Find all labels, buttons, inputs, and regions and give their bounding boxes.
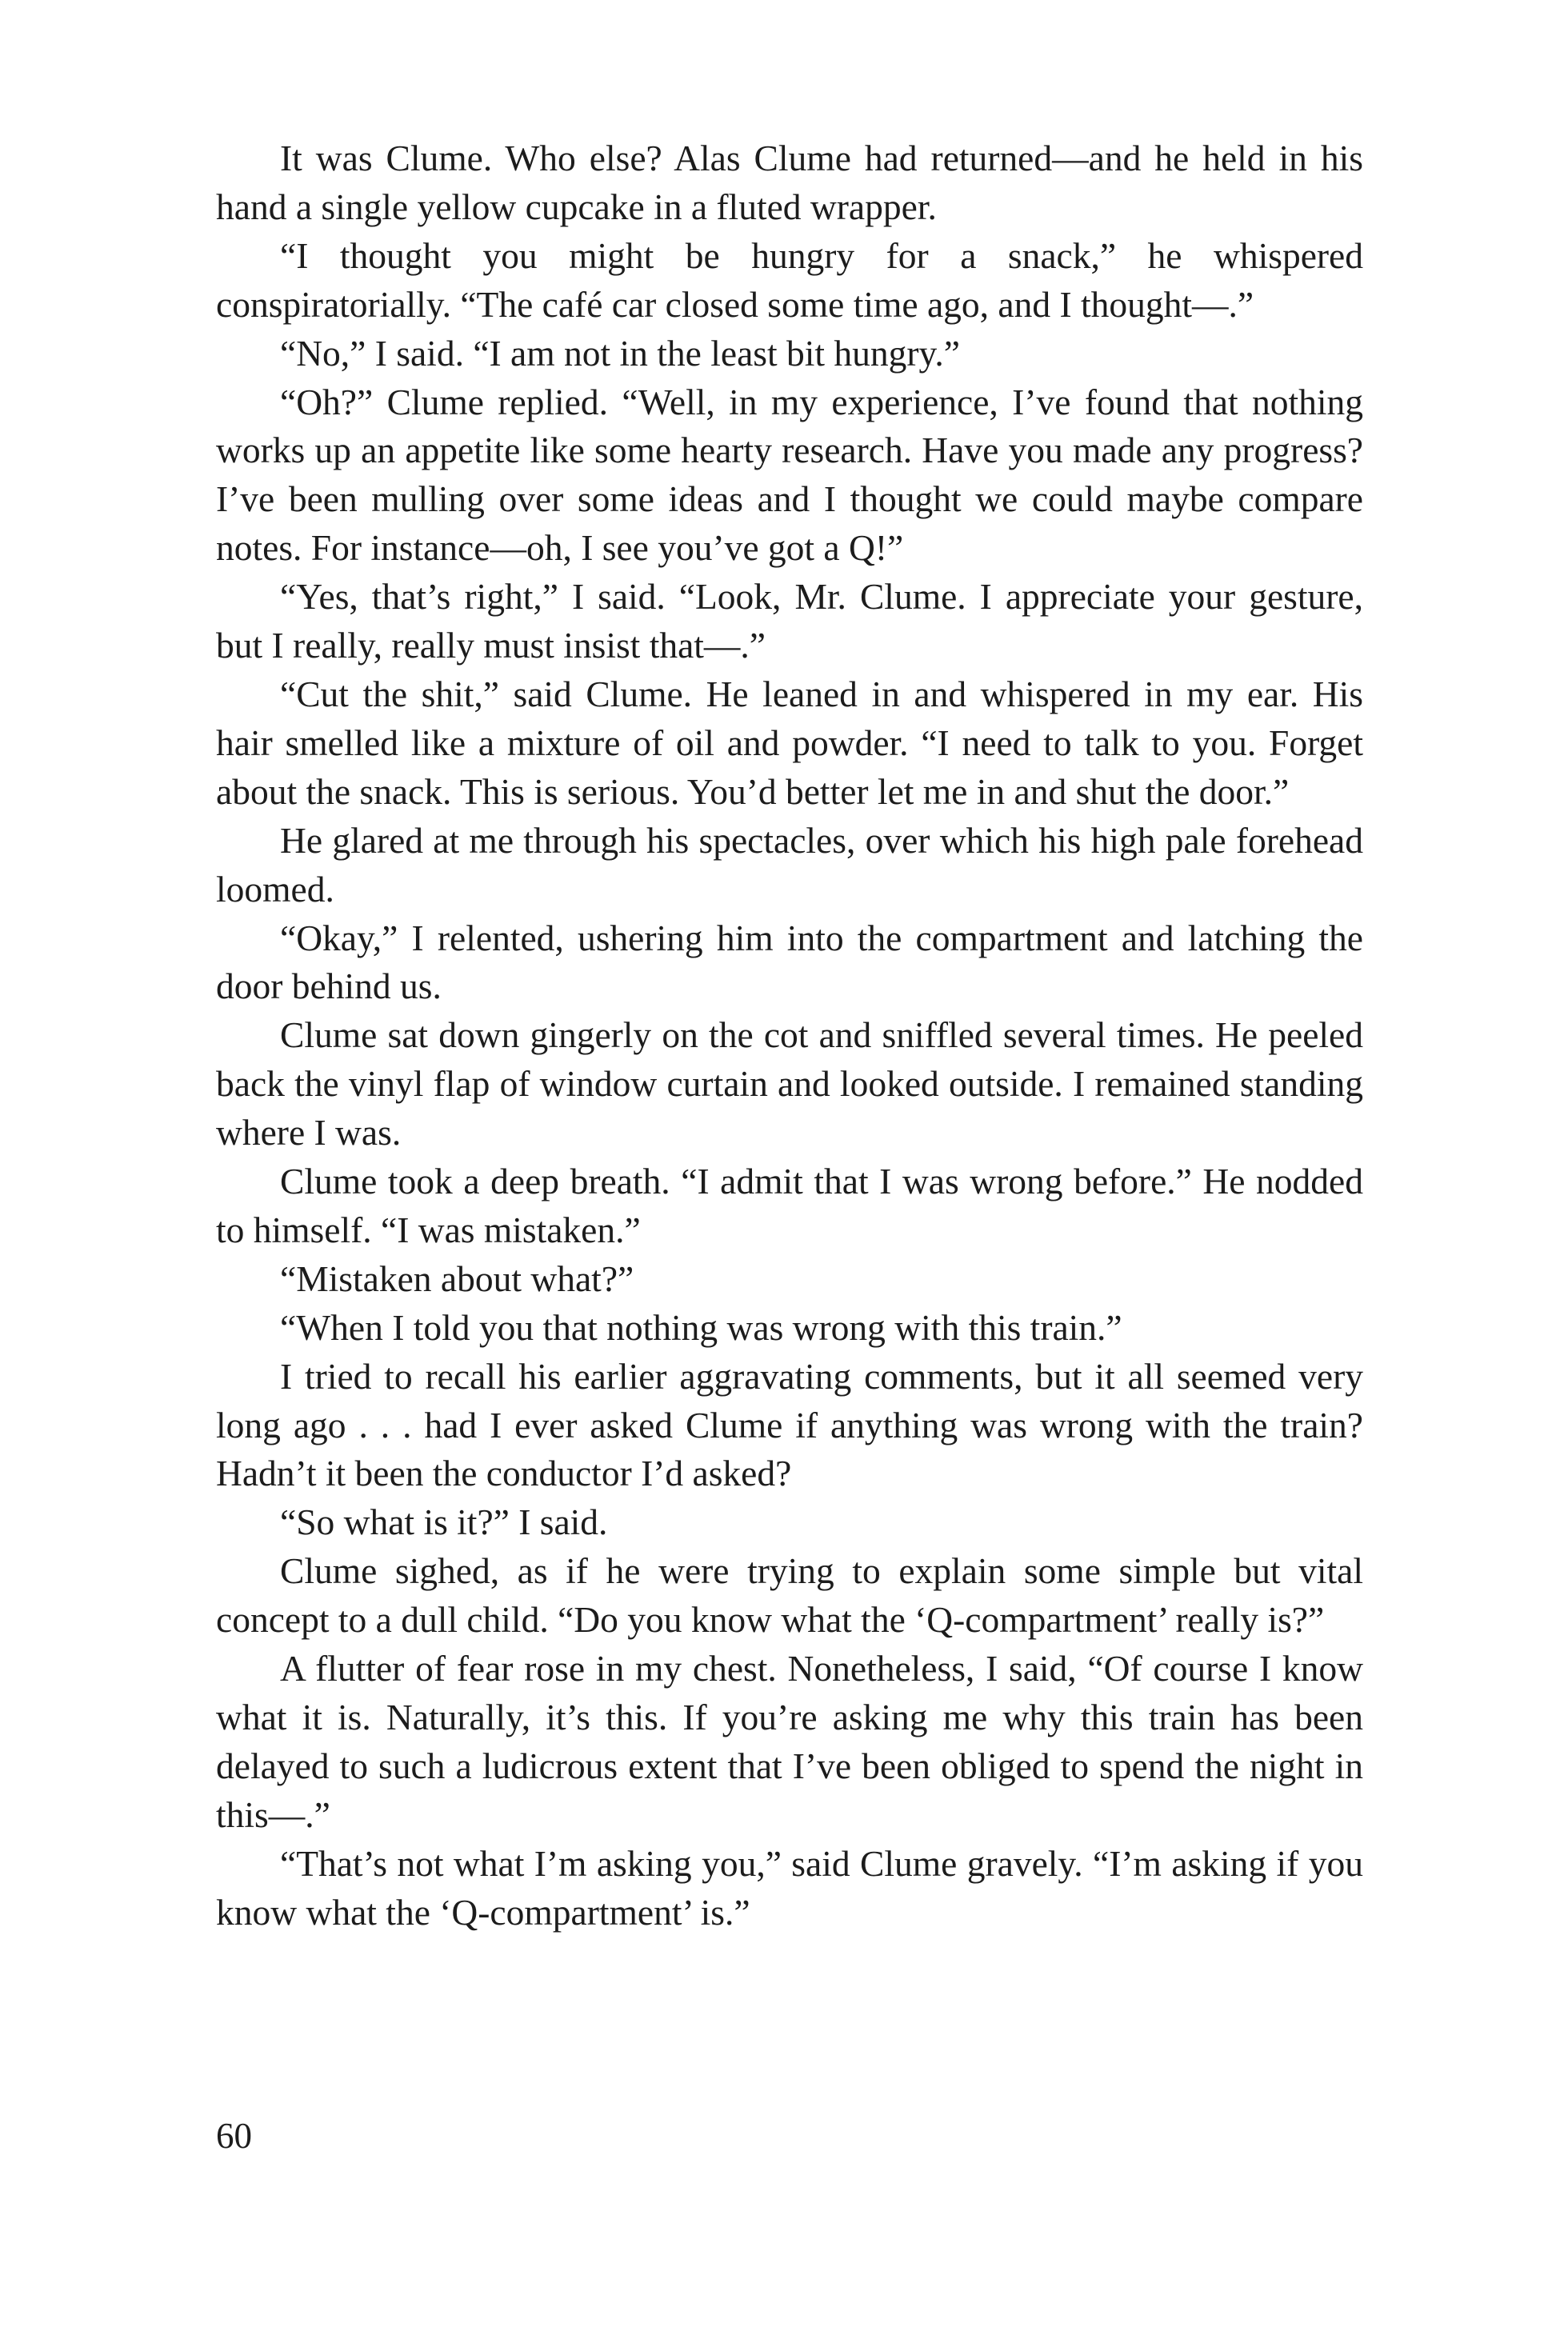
paragraph: “Mistaken about what?”: [280, 1257, 634, 1299]
paragraph: Clume sighed, as if he were trying to explain some simple but vital concept to a dull child. “Do you know what the ‘Q-compartment’ really is?”: [216, 1550, 1363, 1641]
paragraph: He glared at me through his spectacles, over which his high pale forehead loomed.: [216, 819, 1363, 910]
body-text: [216, 134, 1363, 1937]
paragraph: It was Clume. Who else? Alas Clume had returned—and he held in his hand a single yellow cupcake in a fluted wrapper.: [216, 138, 1363, 227]
paragraph: “When I told you that nothing was wrong with this train.”: [280, 1306, 1122, 1348]
paragraph: A flutter of fear rose in my chest. Nonetheless, I said, “Of course I know what it is. Naturally, it’s this. If you’re asking me why this train has been delayed to such a ludicrous extent that I’ve been obliged to spend the night in this—.”: [216, 1648, 1363, 1835]
paragraph: “So what is it?” I said.: [280, 1501, 608, 1543]
paragraph: Clume sat down gingerly on the cot and sniffled several times. He peeled back the vinyl flap of window curtain and looked outside. I remained standing where I was.: [216, 1014, 1363, 1154]
paragraph: “Yes, that’s right,” I said. “Look, Mr. Clume. I appreciate your gesture, but I really, really must insist that—.”: [216, 576, 1363, 666]
paragraph: Clume took a deep breath. “I admit that I was wrong before.” He nodded to himself. “I was mistaken.”: [216, 1161, 1363, 1250]
paragraph: “Okay,” I relented, ushering him into the compartment and latching the door behind us.: [216, 917, 1363, 1007]
paragraph: “That’s not what I’m asking you,” said Clume gravely. “I’m asking if you know what the ‘Q-compartment’ is.”: [216, 1842, 1363, 1933]
paragraph: “No,” I said. “I am not in the least bit hungry.”: [280, 332, 960, 374]
paragraph: I tried to recall his earlier aggravating comments, but it all seemed very long ago . . . had I ever asked Clume if anything was wrong with the train? Hadn’t it been the conductor I’d asked?: [216, 1355, 1363, 1494]
paragraph: “I thought you might be hungry for a snack,” he whispered conspiratorially. “The café car closed some time ago, and I thought—.”: [216, 234, 1363, 325]
paragraph: “Oh?” Clume replied. “Well, in my experience, I’ve found that nothing works up an appetite like some hearty research. Have you made any progress? I’ve been mulling over some ideas and I thought we could maybe compare notes. For instance—oh, I see you’ve got a Q!”: [216, 381, 1363, 569]
paragraph: “Cut the shit,” said Clume. He leaned in and whispered in my ear. His hair smelled like a mixture of oil and powder. “I need to talk to you. Forget about the snack. This is serious. You’d better let me in and shut the door.”: [216, 673, 1363, 812]
page-number: 60: [216, 2116, 252, 2156]
